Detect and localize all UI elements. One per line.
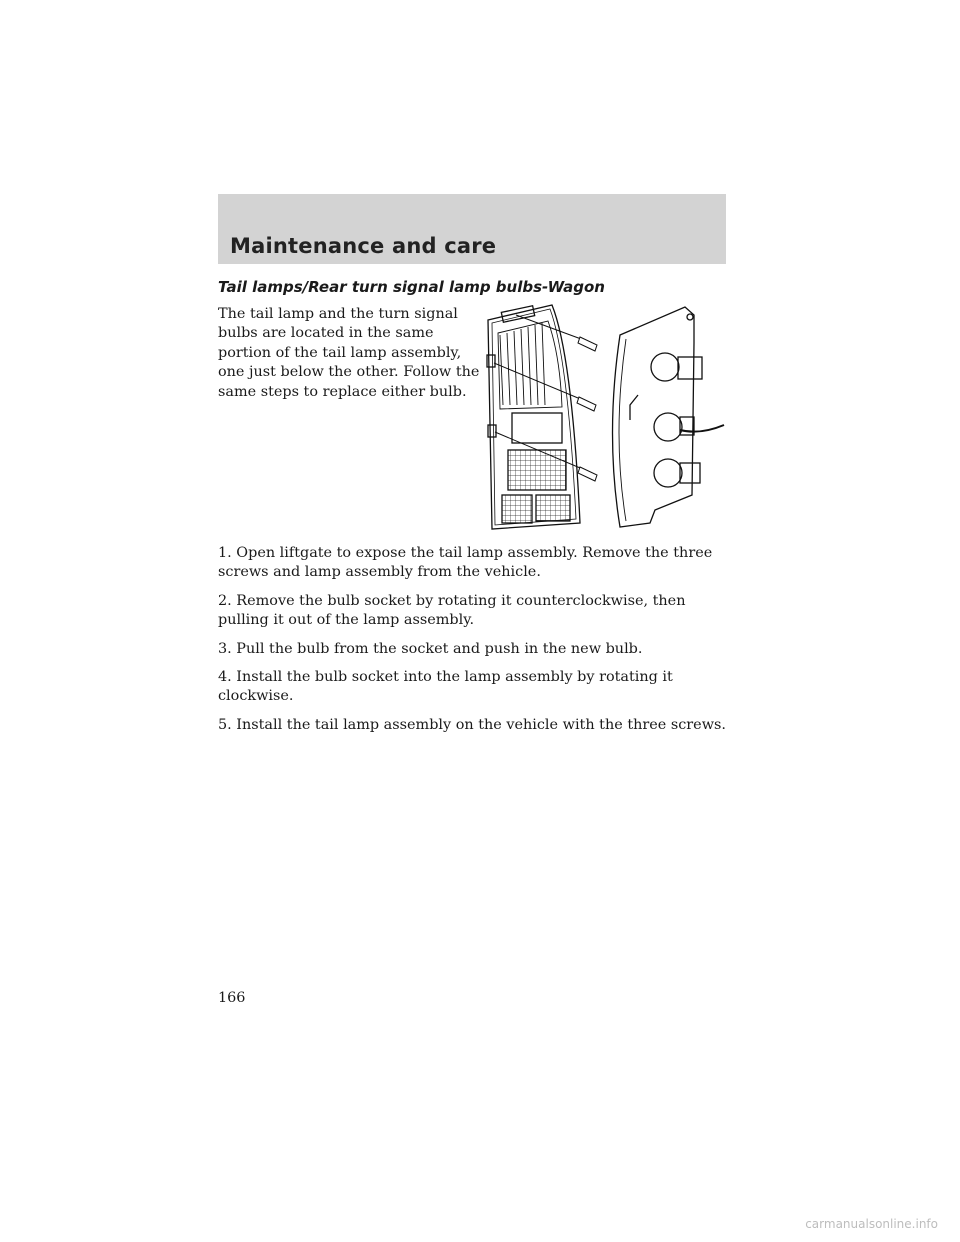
step-item: 3. Pull the bulb from the socket and push in the new bulb.	[218, 640, 643, 657]
step-item: 5. Install the tail lamp assembly on the vehicle with the three screws.	[218, 716, 726, 733]
step-item: 1. Open liftgate to expose the tail lamp assembly. Remove the three screws and lamp assembly from the vehicle.	[218, 545, 713, 581]
tail-lamp-assembly-illustration	[480, 295, 730, 535]
page-number: 166	[218, 990, 246, 1006]
step-item: 4. Install the bulb socket into the lamp assembly by rotating it clockwise.	[218, 669, 673, 705]
lamp-body	[613, 307, 725, 527]
chapter-title: Maintenance and care	[230, 234, 497, 258]
lens-housing	[487, 305, 580, 529]
intro-paragraph: The tail lamp and the turn signal bulbs are located in the same portion of the tail lamp assembly, one just below the other. Follow the same steps to replace either bulb.	[218, 306, 480, 400]
section-heading: Tail lamps/Rear turn signal lamp bulbs-Wagon	[218, 278, 605, 296]
instruction-steps	[218, 544, 738, 744]
watermark: carmanualsonline.info	[805, 1217, 938, 1231]
section-header-band	[218, 194, 726, 264]
step-item: 2. Remove the bulb socket by rotating it counterclockwise, then pulling it out of the lamp assembly.	[218, 592, 686, 629]
